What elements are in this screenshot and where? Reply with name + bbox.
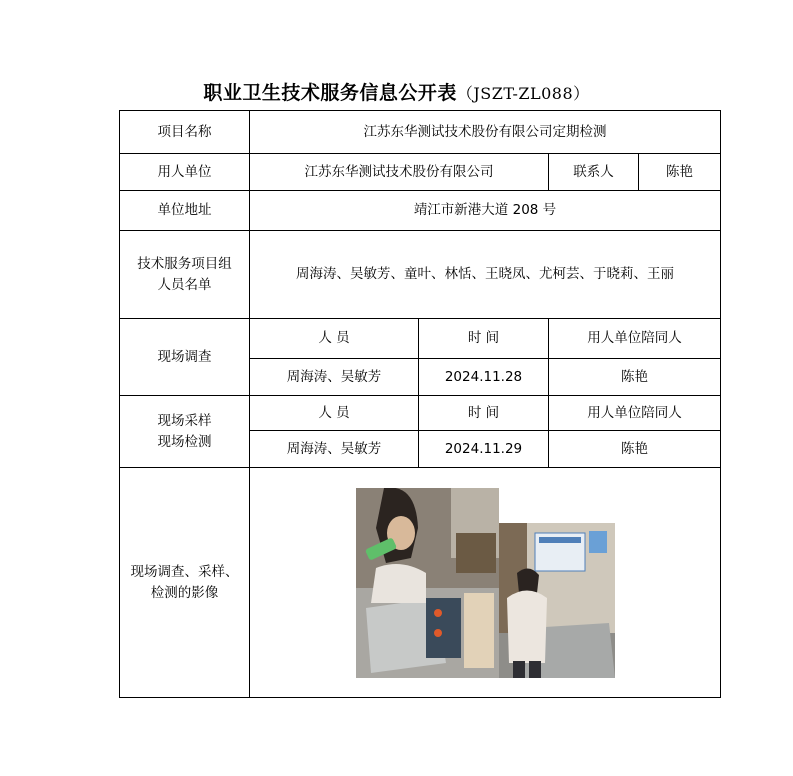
project-name-label: 项目名称 [120, 111, 250, 154]
sampling-header-time: 时 间 [419, 396, 549, 431]
survey-personnel: 周海涛、吴敏芳 [250, 359, 419, 396]
contact-value: 陈艳 [639, 154, 721, 191]
sampling-personnel: 周海涛、吴敏芳 [250, 431, 419, 468]
site-photos [356, 488, 615, 678]
contact-label: 联系人 [549, 154, 639, 191]
images-label [120, 468, 250, 698]
row-address [120, 191, 721, 231]
site-photo-sampling-drawing [356, 488, 499, 678]
row-employer [120, 154, 721, 191]
info-table [119, 110, 721, 698]
sampling-label-line2: 现场检测 [157, 433, 212, 450]
team-members: 周海涛、吴敏芳、童叶、林恬、王晓凤、尤柯芸、于晓莉、王丽 [250, 231, 721, 319]
project-name-value: 江苏东华测试技术股份有限公司定期检测 [250, 111, 721, 154]
team-label-line2: 人员名单 [157, 276, 212, 293]
site-photo-survey-drawing [499, 523, 615, 678]
images-label-line2: 检测的影像 [150, 584, 219, 601]
sampling-label-line1: 现场采样 [157, 412, 212, 429]
survey-escort: 陈艳 [549, 359, 721, 396]
sampling-header-escort: 用人单位陪同人 [549, 396, 721, 431]
team-label [120, 231, 250, 319]
document-title [0, 78, 793, 105]
row-survey-header [120, 319, 721, 359]
employer-label: 用人单位 [120, 154, 250, 191]
survey-date: 2024.11.28 [419, 359, 549, 396]
sampling-label [120, 396, 250, 468]
address-value: 靖江市新港大道 208 号 [250, 191, 721, 231]
address-label: 单位地址 [120, 191, 250, 231]
row-sampling-header [120, 396, 721, 431]
survey-header-personnel: 人 员 [250, 319, 419, 359]
title-code: （JSZT-ZL088） [456, 84, 590, 103]
row-images [120, 468, 721, 698]
sampling-escort: 陈艳 [549, 431, 721, 468]
survey-header-time: 时 间 [419, 319, 549, 359]
sampling-header-personnel: 人 员 [250, 396, 419, 431]
images-cell [250, 468, 721, 698]
sampling-date: 2024.11.29 [419, 431, 549, 468]
survey-header-escort: 用人单位陪同人 [549, 319, 721, 359]
employer-value: 江苏东华测试技术股份有限公司 [250, 154, 549, 191]
site-photo-sampling [356, 488, 499, 678]
title-main: 职业卫生技术服务信息公开表 [203, 82, 457, 104]
survey-label: 现场调查 [120, 319, 250, 396]
images-label-line1: 现场调查、采样、 [130, 563, 239, 580]
row-project-name [120, 111, 721, 154]
team-label-line1: 技术服务项目组 [137, 255, 232, 272]
row-team [120, 231, 721, 319]
site-photo-survey [499, 523, 615, 678]
